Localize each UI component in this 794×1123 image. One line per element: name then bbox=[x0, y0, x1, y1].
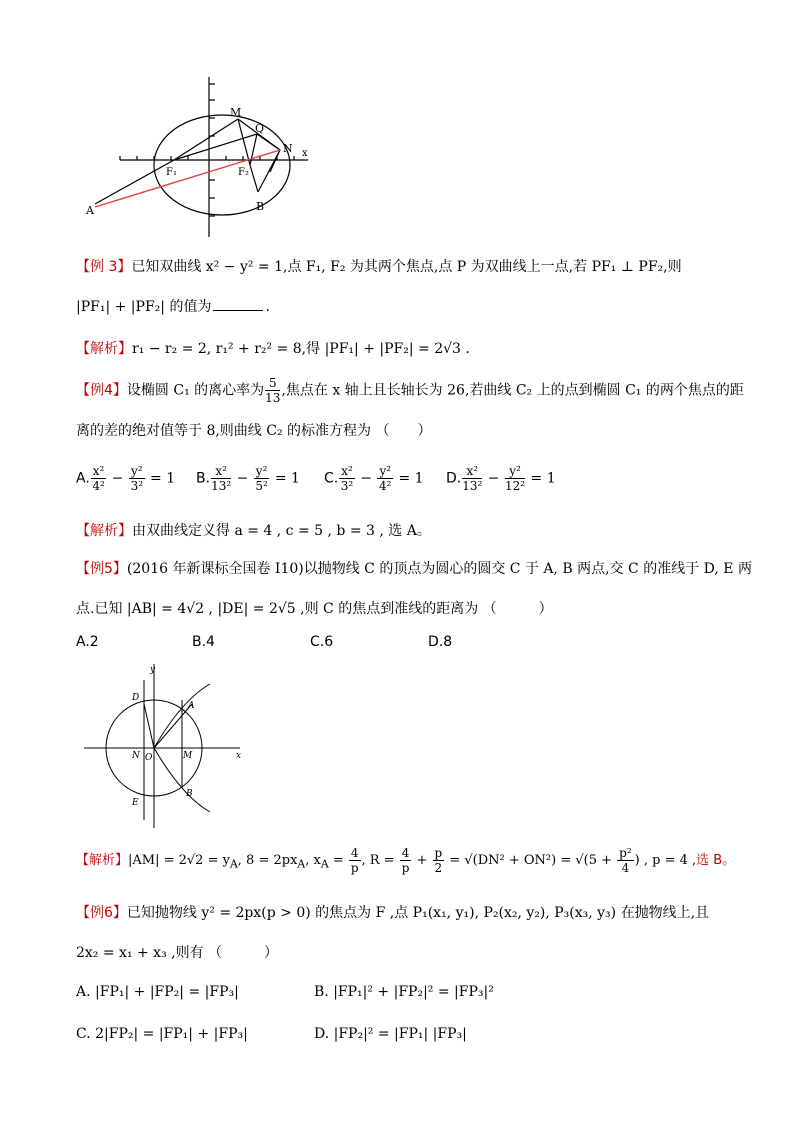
label-Q: Q bbox=[255, 122, 265, 135]
label-M: M bbox=[230, 106, 242, 119]
segment-DO bbox=[144, 704, 154, 748]
ex6-option-d[interactable]: D. |FP₂|² = |FP₁| |FP₃| bbox=[314, 1026, 467, 1042]
ex4-option-a[interactable]: A. $\frac{\text{x²}}{\text{4²}}$ − $\frac{\text{y²}}{\text{3²}}$ = 1 bbox=[76, 464, 176, 493]
label-N: N bbox=[283, 142, 293, 155]
ex4-option-b[interactable]: B. $\frac{\text{x²}}{\text{13²}}$ − $\frac{\text{y²}}{\text{5²}}$ = 1 bbox=[196, 464, 300, 493]
ex4-option-d[interactable]: D. $\frac{\text{x²}}{\text{13²}}$ − $\frac{\text{y²}}{\text{12²}}$ = 1 bbox=[446, 464, 556, 493]
ex5-option-d[interactable]: D.8 bbox=[428, 634, 453, 650]
ex6-text2: 2x₂ = x₁ + x₃ ,则有 （ ） bbox=[76, 945, 279, 961]
ellipse-figure bbox=[80, 72, 320, 242]
ex4-sol: 由双曲线定义得 a = 4 , c = 5 , b = 3 , 选 A。 bbox=[132, 523, 431, 539]
ex4-sol-tag: 【解析】 bbox=[76, 523, 132, 539]
ex3-tag: 【例 3】 bbox=[76, 259, 132, 275]
ex6-question-line2 bbox=[76, 942, 278, 962]
label-F1: F₁ bbox=[166, 167, 177, 178]
ex5-text2: 点.已知 |AB| = 4√2 , |DE| = 2√5 ,则 C 的焦点到准线的距离为 （ ） bbox=[76, 601, 553, 617]
ex4-text-pre: 设椭圆 C₁ 的离心率为 bbox=[126, 382, 265, 399]
ex5-option-a[interactable]: A.2 bbox=[76, 634, 99, 650]
label-M: M bbox=[183, 751, 193, 761]
ex5-tag: 【例5】 bbox=[76, 561, 127, 577]
ex5-option-c[interactable]: C.6 bbox=[310, 634, 334, 650]
label-A: A bbox=[86, 204, 94, 217]
y-ticks bbox=[209, 84, 215, 216]
ex3-sol-tag: 【解析】 bbox=[76, 341, 132, 357]
ex3-text: 已知双曲线 x² − y² = 1,点 F₁, F₂ 为其两个焦点,点 P 为双曲线上一点,若 PF₁ ⊥ PF₂,则 bbox=[131, 259, 682, 275]
construction-lines bbox=[95, 119, 280, 204]
ex4-tag: 【例4】 bbox=[76, 382, 127, 399]
circle-parabola-figure bbox=[82, 660, 252, 830]
ex4-question-line2 bbox=[76, 420, 431, 440]
ex5-text: (2016 年新课标全国卷 I10)以抛物线 C 的顶点为圆心的圆交 C 于 A, B 两点,交 C 的准线于 D, E 两 bbox=[126, 561, 752, 577]
label-N: N bbox=[132, 751, 140, 761]
segment-OA bbox=[154, 704, 192, 748]
label-B: B bbox=[256, 200, 265, 213]
ex5-question-line2 bbox=[76, 598, 553, 618]
label-B: B bbox=[186, 789, 193, 799]
ex3-text2-end: . bbox=[265, 299, 270, 315]
ex3-solution bbox=[76, 338, 470, 358]
ex4-solution bbox=[76, 520, 431, 540]
ex5-sol-tag: 【解析】 bbox=[76, 853, 129, 868]
label-O: O bbox=[145, 753, 153, 763]
eccentricity-fraction: $\frac{5}{13}$ bbox=[265, 376, 281, 405]
ex3-question bbox=[76, 256, 682, 276]
ex6-option-b[interactable]: B. |FP₁|² + |FP₂|² = |FP₃|² bbox=[314, 984, 494, 1000]
ex4-text2: 离的差的绝对值等于 8,则曲线 C₂ 的标准方程为 （ ） bbox=[76, 423, 432, 439]
ex5-option-b[interactable]: B.4 bbox=[192, 634, 215, 650]
ex5-question bbox=[76, 558, 752, 578]
ex6-option-c[interactable]: C. 2|FP₂| = |FP₁| + |FP₃| bbox=[76, 1026, 248, 1042]
ex4-text-post: ,焦点在 x 轴上且长轴长为 26,若曲线 C₂ 上的点到椭圆 C₁ 的两个焦点的距 bbox=[281, 382, 744, 399]
answer-blank bbox=[213, 310, 263, 311]
ex3-question-line2 bbox=[76, 296, 270, 316]
ex3-sol: r₁ − r₂ = 2, r₁² + r₂² = 8,得 |PF₁| + |PF₂| = 2√3 . bbox=[132, 341, 470, 357]
ex4-question bbox=[76, 376, 744, 405]
label-x: x bbox=[236, 751, 242, 761]
ellipse bbox=[154, 115, 290, 215]
ex6-tag: 【例6】 bbox=[76, 905, 127, 921]
ex5-solution: 【解析】$|AM| = 2√2 = y_A$, $8 = 2px_A$, $x_A$ = $\frac{4}{p}$ , R = $\frac{4}{p}$ + $\frac{p}{2}$ = √(DN² + ON²) = √(5 + $\frac{\text{p²}}{4}$ ) , p = 4 ,选 B。 bbox=[76, 846, 736, 875]
label-D: D bbox=[132, 693, 140, 703]
label-A: A bbox=[188, 701, 195, 711]
label-F2: F₂ bbox=[238, 167, 249, 178]
label-y: y bbox=[150, 665, 156, 675]
x-ticks bbox=[120, 156, 294, 160]
ex6-text: 已知抛物线 y² = 2px(p > 0) 的焦点为 F ,点 P₁(x₁, y₁), P₂(x₂, y₂), P₃(x₃, y₃) 在抛物线上,且 bbox=[126, 905, 710, 921]
label-x: x bbox=[302, 148, 308, 159]
ex6-option-a[interactable]: A. |FP₁| + |FP₂| = |FP₃| bbox=[76, 984, 239, 1000]
ex3-text2: |PF₁| + |PF₂| 的值为 bbox=[76, 299, 212, 315]
label-E: E bbox=[132, 798, 139, 808]
ex5-answer: 选 B。 bbox=[696, 853, 736, 868]
ex4-option-c[interactable]: C. $\frac{\text{x²}}{\text{3²}}$ − $\frac{\text{y²}}{\text{4²}}$ = 1 bbox=[324, 464, 424, 493]
ex6-question bbox=[76, 902, 709, 922]
